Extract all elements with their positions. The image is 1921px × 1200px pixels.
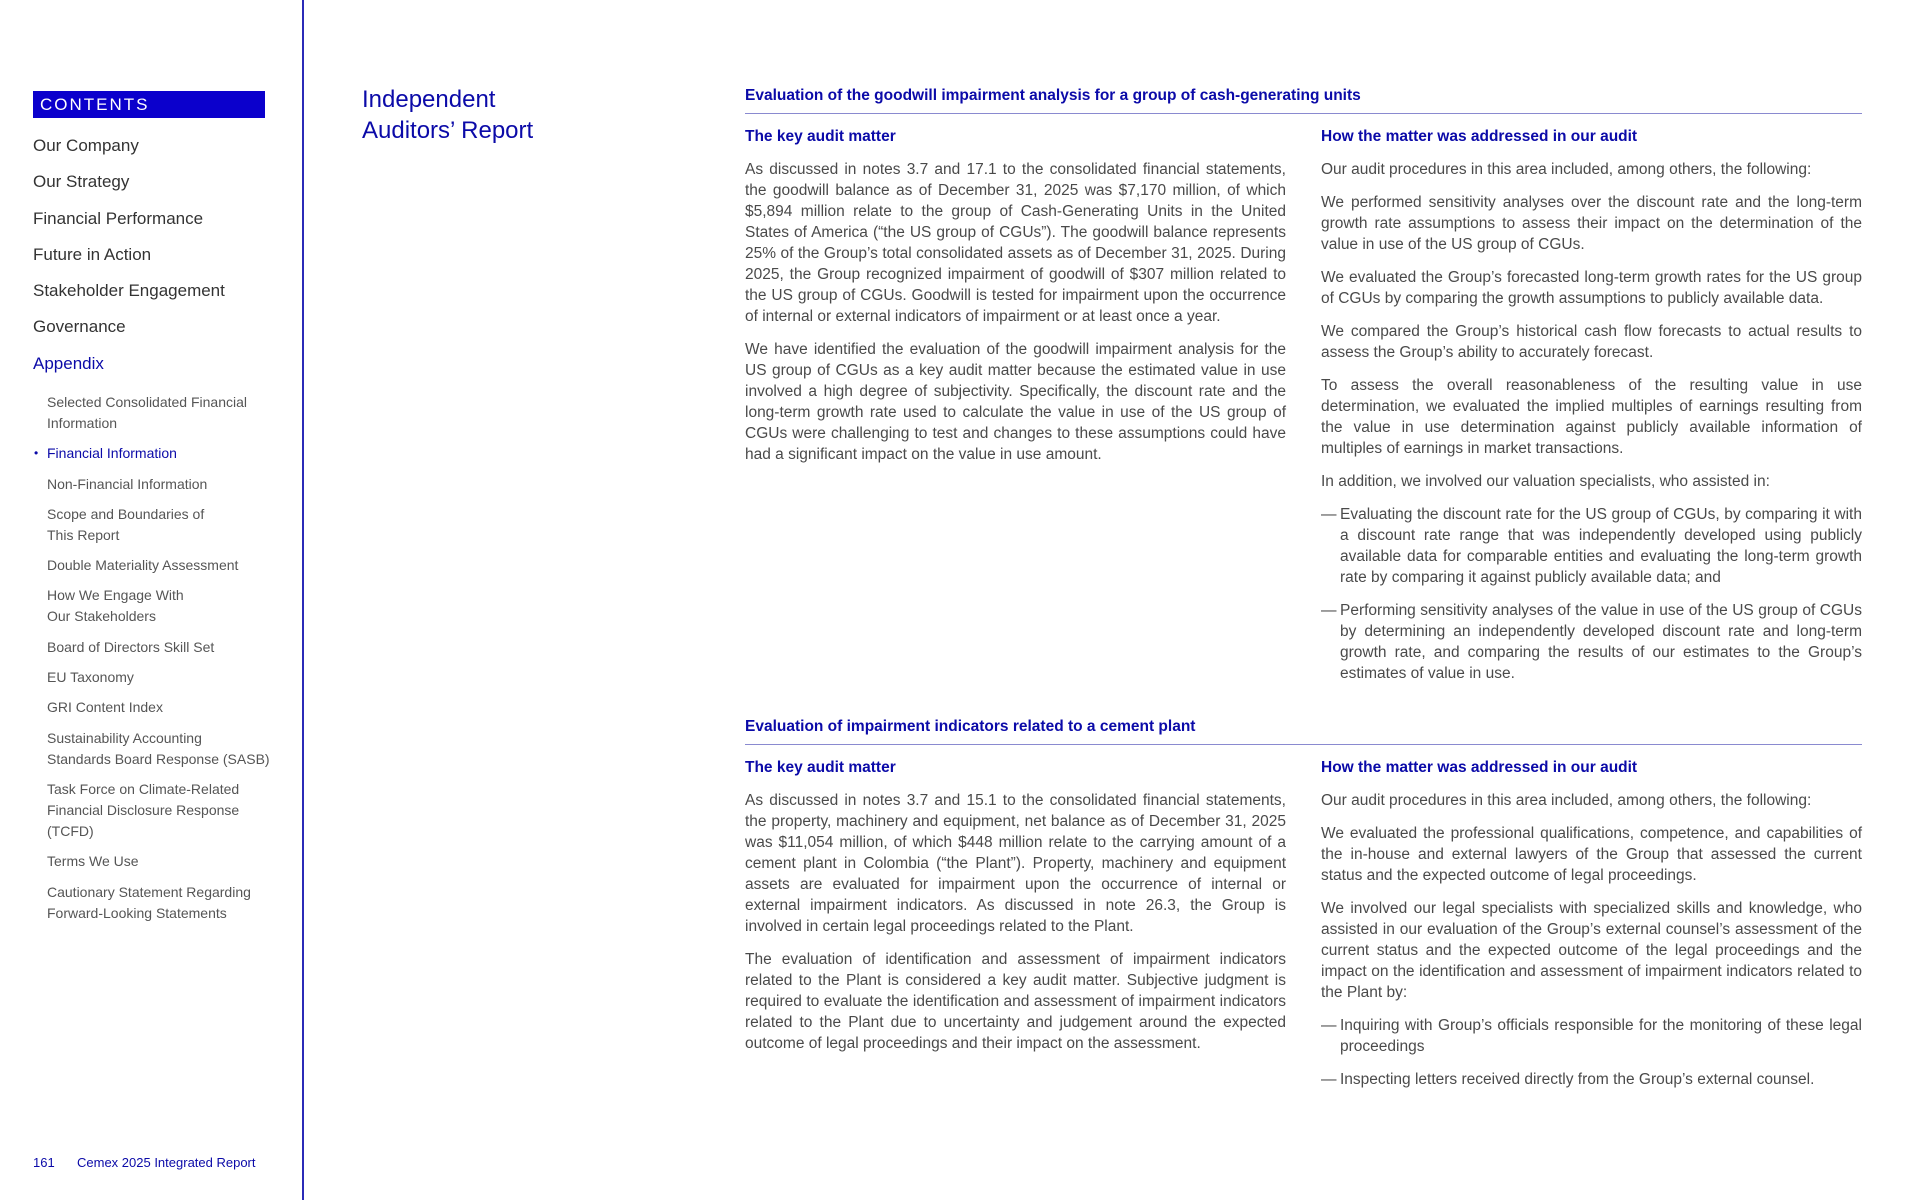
- sub-nav-item[interactable]: Cautionary Statement Regarding Forward-Looking Statements: [47, 883, 251, 921]
- section-title: Evaluation of the goodwill impairment analysis for a group of cash-generating units: [745, 87, 1862, 114]
- page-title: Independent Auditors’ Report: [362, 86, 534, 144]
- main-nav: [33, 136, 225, 390]
- paragraph: Our audit procedures in this area included, among others, the following:: [1321, 792, 1812, 809]
- bullet-item: — Performing sensitivity analyses of the value in use of the US group of CGUs by determining an independently developed discount rate and long-term growth rate, and comparing the results of our estimates to the Group’s estimates of value in use.: [1321, 600, 1862, 684]
- nav-item-stakeholder-engagement[interactable]: Stakeholder Engagement: [33, 281, 225, 301]
- nav-item-our-strategy[interactable]: Our Strategy: [33, 172, 130, 192]
- audit-matter-section: [745, 87, 1862, 682]
- sub-nav-item[interactable]: Sustainability Accounting Standards Board Response (SASB): [47, 729, 270, 767]
- sub-nav-item[interactable]: Task Force on Climate-Related Financial Disclosure Response (TCFD): [47, 780, 240, 839]
- sub-nav-item[interactable]: Non-Financial Information: [47, 475, 208, 492]
- key-audit-matter-column: [745, 758, 1286, 1066]
- appendix-sub-nav: [47, 392, 292, 933]
- paragraph: We evaluated the professional qualifications, competence, and capabilities of the in-house and external lawyers of the Group that assessed the current status and the expected outcome of legal proceedings.: [1321, 825, 1862, 884]
- page-number: 161: [33, 1155, 55, 1170]
- paragraph: The evaluation of identification and assessment of impairment indicators related to the Plant is considered a key audit matter. Subjective judgment is required to evaluate the identification and assessment of impairment indicators related to the Plant due to uncertainty and judgement around the expected outcome of legal proceedings and their impact on the assessment.: [745, 951, 1286, 1052]
- sub-nav-item[interactable]: EU Taxonomy: [47, 669, 134, 686]
- report-name: Cemex 2025 Integrated Report: [77, 1155, 256, 1170]
- sub-nav-item[interactable]: Selected Consolidated Financial Information: [47, 394, 248, 431]
- column-heading: How the matter was addressed in our audit: [1321, 128, 1638, 145]
- sub-nav-item[interactable]: Board of Directors Skill Set: [47, 638, 215, 655]
- sidebar-divider: [302, 0, 304, 1200]
- bullet-item: — Inspecting letters received directly from the Group’s external counsel.: [1321, 1069, 1862, 1090]
- nav-item-future-in-action[interactable]: Future in Action: [33, 244, 152, 264]
- bullet-item: — Evaluating the discount rate for the US group of CGUs, by comparing it with a discount rate range that was independently developed using publicly available data for comparable entities and evaluating the long-term growth rate by comparing it against publicly available data; and: [1321, 504, 1862, 588]
- section-title: Evaluation of impairment indicators related to a cement plant: [745, 718, 1862, 745]
- sidebar: [0, 0, 303, 1200]
- paragraph: We have identified the evaluation of the goodwill impairment analysis for the US group of CGUs as a key audit matter because the estimated value in use involved a high degree of subjectivity. Specifically, the discount rate and the long-term growth rate used to calculate the value in use of the US group of CGUs were challenging to test and changes to these assumptions could have had a significant impact on the value in use amount.: [745, 341, 1286, 463]
- page-footer: [33, 1155, 256, 1170]
- audit-response-column: [1321, 127, 1862, 696]
- paragraph: We performed sensitivity analyses over the discount rate and the long-term growth rate assumptions to assess their impact on the determination of the value in use of the US group of CGUs.: [1321, 194, 1862, 253]
- sub-nav-item[interactable]: How We Engage With Our Stakeholders: [47, 587, 184, 625]
- paragraph: As discussed in notes 3.7 and 15.1 to the consolidated financial statements, the property, machinery and equipment, net balance as of December 31, 2025 was $11,054 million, of which $448 million relate to the carrying amount of a cement plant in Colombia (“the Plant”). Property, machinery and equipment assets are evaluated for impairment upon the occurrence of internal or external impairment indicators. As discussed in note 26.3, the Group is involved in certain legal proceedings related to the Plant.: [745, 792, 1286, 935]
- audit-response-column: [1321, 758, 1862, 1102]
- sub-nav-item[interactable]: GRI Content Index: [47, 699, 163, 716]
- key-audit-matter-column: [745, 127, 1286, 477]
- nav-item-our-company[interactable]: Our Company: [33, 136, 139, 155]
- nav-item-financial-performance[interactable]: Financial Performance: [33, 208, 204, 228]
- paragraph: Our audit procedures in this area included, among others, the following:: [1321, 161, 1812, 178]
- paragraph: We compared the Group’s historical cash flow forecasts to actual results to assess the Group’s ability to accurately forecast.: [1321, 323, 1862, 361]
- bullet-item: — Inquiring with Group’s officials responsible for the monitoring of these legal proceedings: [1321, 1015, 1862, 1057]
- audit-matter-section: [745, 718, 1862, 1088]
- column-heading: How the matter was addressed in our audit: [1321, 759, 1638, 776]
- sub-nav-item[interactable]: Terms We Use: [47, 853, 139, 870]
- paragraph: We involved our legal specialists with specialized skills and knowledge, who assisted in our evaluation of the Group’s external counsel’s assessment of the current status and the expected outcome of the legal proceedings and the impact on the identification and assessment of impairment indicators related to the Plant by:: [1321, 900, 1862, 1001]
- nav-item-appendix[interactable]: Appendix: [33, 353, 104, 373]
- sub-nav-item[interactable]: Scope and Boundaries of This Report: [47, 505, 205, 543]
- sub-nav-item[interactable]: • Financial Information: [47, 443, 292, 464]
- column-heading: The key audit matter: [745, 128, 896, 145]
- nav-item-governance[interactable]: Governance: [33, 317, 126, 337]
- paragraph: In addition, we involved our valuation specialists, who assisted in:: [1321, 473, 1770, 490]
- column-heading: The key audit matter: [745, 759, 896, 776]
- paragraph: As discussed in notes 3.7 and 17.1 to the consolidated financial statements, the goodwill balance as of December 31, 2025 was $7,170 million, of which $5,894 million relate to the group of Cash-Generating Units in the United States of America (“the US group of CGUs”). The goodwill balance represents 25% of the Group’s total consolidated assets as of December 31, 2025. During 2025, the Group recognized impairment of goodwill of $307 million related to the US group of CGUs. Goodwill is tested for impairment upon the occurrence of internal or external indicators of impairment or at least once a year.: [745, 161, 1286, 325]
- sub-nav-item[interactable]: Double Materiality Assessment: [47, 557, 239, 574]
- contents-badge[interactable]: CONTENTS: [33, 91, 265, 118]
- paragraph: To assess the overall reasonableness of the resulting value in use determination, we evaluated the implied multiples of earnings resulting from the value in use determination against publicly available information of multiples of earnings in market transactions.: [1321, 377, 1862, 457]
- paragraph: We evaluated the Group’s forecasted long-term growth rates for the US group of CGUs by comparing the growth assumptions to publicly available data.: [1321, 269, 1862, 307]
